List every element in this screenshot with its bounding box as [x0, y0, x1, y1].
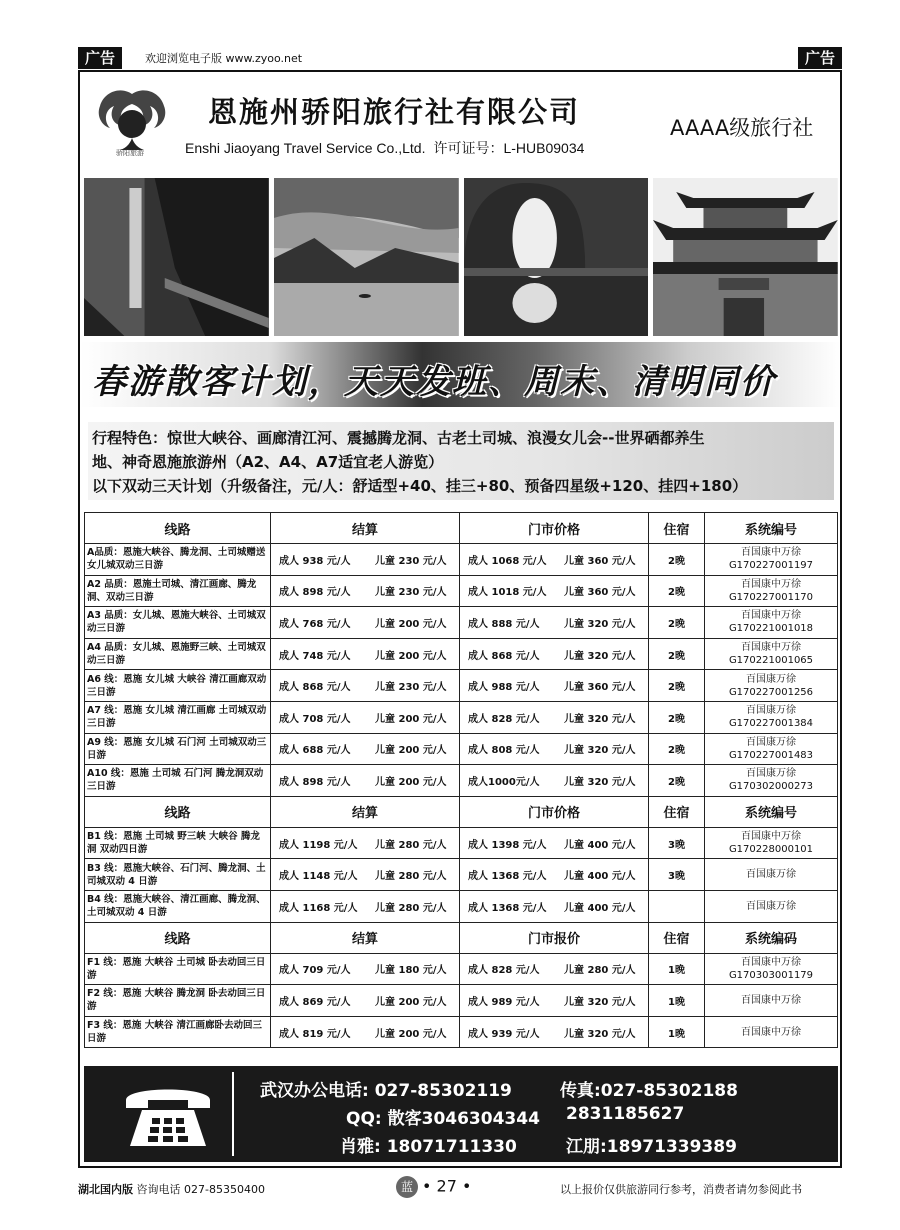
- table-header-cell: 线路: [85, 513, 271, 544]
- settle-child: 儿童 200 元/人: [375, 996, 447, 1008]
- retail-child: 儿童 400 元/人: [564, 839, 636, 851]
- settle-child: 儿童 230 元/人: [375, 587, 447, 599]
- retail-adult: 成人 988 元/人: [468, 682, 540, 694]
- retail-price: [460, 701, 649, 733]
- page-number-block: 蓝 • 27 •: [396, 1176, 471, 1198]
- retail-price: [460, 670, 649, 702]
- system-code: [705, 638, 838, 670]
- table-header-cell: 结算: [271, 796, 460, 827]
- retail-child: 儿童 360 元/人: [564, 682, 636, 694]
- system-number: G170227001256: [728, 686, 814, 698]
- retail-adult: 成人 1368 元/人: [468, 871, 547, 883]
- nights: 2晚: [649, 607, 705, 639]
- retail-adult: 成人 939 元/人: [468, 1028, 540, 1040]
- settle-child: 儿童 280 元/人: [375, 871, 447, 883]
- retail-price: [460, 827, 649, 859]
- table-row[interactable]: [85, 733, 838, 765]
- qq-number[interactable]: QQ: 散客3046304344: [346, 1109, 540, 1129]
- settle-adult: 成人 768 元/人: [279, 618, 351, 630]
- route-name: A2 品质：恩施土司城、清江画廊、腾龙洞、双动三日游: [85, 575, 271, 607]
- retail-price: [460, 859, 649, 891]
- retail-price: [460, 607, 649, 639]
- table-header-cell: 住宿: [649, 922, 705, 953]
- settlement-price: [271, 985, 460, 1017]
- system-code: [705, 953, 838, 985]
- settle-adult: 成人 748 元/人: [279, 650, 351, 662]
- settle-adult: 成人 898 元/人: [279, 587, 351, 599]
- settle-adult: 成人 708 元/人: [279, 713, 351, 725]
- system-name: 百国康万徐: [746, 869, 796, 881]
- settle-child: 儿童 280 元/人: [375, 839, 447, 851]
- retail-price: [460, 890, 649, 922]
- contact-person-1[interactable]: 肖雅: 18071711330: [340, 1137, 517, 1157]
- settle-adult: 成人 1198 元/人: [279, 839, 358, 851]
- photo-river-gorge: [274, 178, 459, 336]
- retail-price: [460, 575, 649, 607]
- photo-pavilion-tower: [653, 178, 838, 336]
- settlement-price: [271, 544, 460, 576]
- table-row[interactable]: [85, 575, 838, 607]
- route-name: B3 线：恩施大峡谷、石门河、腾龙洞、土司城双动 4 日游: [85, 859, 271, 891]
- system-name: 百国康万徐: [746, 736, 796, 748]
- blue-badge-icon: 蓝: [396, 1176, 418, 1198]
- table-header-cell: 系统编码: [705, 922, 838, 953]
- hotline[interactable]: 咨询电话 027-85350400: [136, 1183, 265, 1196]
- system-name: 百国康中万徐: [741, 610, 801, 622]
- settle-child: 儿童 200 元/人: [375, 618, 447, 630]
- table-row[interactable]: [85, 859, 838, 891]
- ad-tag-left: 广告: [78, 47, 122, 69]
- route-name: A10 线：恩施 土司城 石门河 腾龙洞双动三日游: [85, 765, 271, 797]
- office-phone[interactable]: 武汉办公电话: 027-85302119: [260, 1081, 512, 1101]
- settle-adult: 成人 819 元/人: [279, 1028, 351, 1040]
- nights: 2晚: [649, 575, 705, 607]
- nights: [649, 890, 705, 922]
- settle-child: 儿童 200 元/人: [375, 776, 447, 788]
- settlement-price: [271, 638, 460, 670]
- routes-table: [84, 512, 838, 1048]
- nights: 2晚: [649, 638, 705, 670]
- retail-adult: 成人 1068 元/人: [468, 555, 547, 567]
- logo-text: 骄阳旅游: [116, 149, 144, 157]
- table-header-cell: 门市价格: [460, 796, 649, 827]
- contact-bar: [84, 1066, 838, 1162]
- retail-adult: 成人 1368 元/人: [468, 902, 547, 914]
- table-header-cell: 线路: [85, 796, 271, 827]
- settle-child: 儿童 230 元/人: [375, 682, 447, 694]
- settle-adult: 成人 688 元/人: [279, 745, 351, 757]
- route-name: A3 品质：女儿城、恩施大峡谷、土司城双动三日游: [85, 607, 271, 639]
- retail-price: [460, 953, 649, 985]
- retail-child: 儿童 400 元/人: [564, 902, 636, 914]
- footer-left: [78, 1181, 265, 1197]
- settlement-price: [271, 733, 460, 765]
- system-number: G170302000273: [728, 781, 814, 793]
- table-header-cell: 门市价格: [460, 513, 649, 544]
- settle-adult: 成人 868 元/人: [279, 682, 351, 694]
- slogan-text: 春游散客计划，天天发班、周末、清明同价: [92, 362, 776, 402]
- nights: 3晚: [649, 827, 705, 859]
- nights: 1晚: [649, 985, 705, 1017]
- retail-adult: 成人 989 元/人: [468, 996, 540, 1008]
- system-number: G170303001179: [728, 969, 814, 981]
- retail-price: [460, 1016, 649, 1048]
- settle-adult: 成人 1168 元/人: [279, 902, 358, 914]
- route-name: F3 线：恩施 大峡谷 清江画廊卧去动回三日游: [85, 1016, 271, 1048]
- retail-price: [460, 638, 649, 670]
- settlement-price: [271, 859, 460, 891]
- retail-child: 儿童 320 元/人: [564, 618, 636, 630]
- retail-adult: 成人1000元/人: [468, 776, 540, 788]
- retail-child: 儿童 320 元/人: [564, 713, 636, 725]
- nights: 1晚: [649, 1016, 705, 1048]
- retail-child: 儿童 320 元/人: [564, 996, 636, 1008]
- nights: 2晚: [649, 544, 705, 576]
- photo-strip: [84, 178, 838, 338]
- system-code: [705, 827, 838, 859]
- system-name: 百国康万徐: [746, 673, 796, 685]
- table-row[interactable]: [85, 701, 838, 733]
- telephone-icon: [120, 1078, 216, 1150]
- table-row[interactable]: [85, 607, 838, 639]
- photo-cave-arch: [464, 178, 649, 336]
- system-number: G170227001197: [728, 560, 814, 572]
- retail-price: [460, 985, 649, 1017]
- settlement-price: [271, 1016, 460, 1048]
- system-name: 百国康中万徐: [741, 831, 801, 843]
- system-code: [705, 670, 838, 702]
- settle-child: 儿童 200 元/人: [375, 650, 447, 662]
- table-row[interactable]: [85, 953, 838, 985]
- route-name: A4 品质：女儿城、恩施野三峡、土司城双动三日游: [85, 638, 271, 670]
- retail-child: 儿童 360 元/人: [564, 587, 636, 599]
- table-row[interactable]: [85, 1016, 838, 1048]
- route-name: F2 线：恩施 大峡谷 腾龙洞 卧去动回三日游: [85, 985, 271, 1017]
- retail-child: 儿童 320 元/人: [564, 650, 636, 662]
- retail-child: 儿童 320 元/人: [564, 776, 636, 788]
- company-name: 恩施州骄阳旅行社有限公司: [208, 95, 581, 129]
- retail-child: 儿童 280 元/人: [564, 965, 636, 977]
- system-number: G170221001065: [728, 655, 814, 667]
- settlement-price: [271, 890, 460, 922]
- settle-child: 儿童 180 元/人: [375, 965, 447, 977]
- settle-adult: 成人 869 元/人: [279, 996, 351, 1008]
- nights: 2晚: [649, 701, 705, 733]
- contact-person-2[interactable]: 江朋:18971339389: [566, 1137, 737, 1157]
- grade-label: AAAA级旅行社: [670, 116, 814, 140]
- features-block: [88, 422, 834, 500]
- retail-child: 儿童 360 元/人: [564, 555, 636, 567]
- settlement-price: [271, 575, 460, 607]
- table-row[interactable]: [85, 827, 838, 859]
- retail-adult: 成人 1018 元/人: [468, 587, 547, 599]
- system-code: [705, 544, 838, 576]
- system-code: [705, 765, 838, 797]
- nights: 2晚: [649, 733, 705, 765]
- settlement-price: [271, 607, 460, 639]
- table-header-row: [85, 922, 838, 953]
- retail-adult: 成人 828 元/人: [468, 713, 540, 725]
- settlement-price: [271, 827, 460, 859]
- table-header-cell: 住宿: [649, 796, 705, 827]
- welcome-text[interactable]: 欢迎浏览电子版 www.zyoo.net: [145, 52, 303, 65]
- system-code: [705, 1016, 838, 1048]
- route-name: A7 线：恩施 女儿城 清江画廊 土司城双动三日游: [85, 701, 271, 733]
- table-header-cell: 结算: [271, 513, 460, 544]
- system-name: 百国康中万徐: [741, 994, 801, 1006]
- retail-price: [460, 765, 649, 797]
- system-name: 百国康中万徐: [741, 956, 801, 968]
- settle-child: 儿童 200 元/人: [375, 745, 447, 757]
- settle-adult: 成人 898 元/人: [279, 776, 351, 788]
- table-header-cell: 系统编号: [705, 513, 838, 544]
- system-code: [705, 575, 838, 607]
- system-name: 百国康中万徐: [741, 578, 801, 590]
- features-line-1: 行程特色：惊世大峡谷、画廊清江河、震撼腾龙洞、古老土司城、浪漫女儿会--世界硒都养生: [92, 429, 705, 447]
- system-number: G170227001483: [728, 749, 814, 761]
- settlement-price: [271, 670, 460, 702]
- settle-child: 儿童 200 元/人: [375, 713, 447, 725]
- retail-price: [460, 544, 649, 576]
- settle-adult: 成人 1148 元/人: [279, 871, 358, 883]
- system-code: [705, 985, 838, 1017]
- settle-child: 儿童 280 元/人: [375, 902, 447, 914]
- retail-adult: 成人 1398 元/人: [468, 839, 547, 851]
- system-name: 百国康中万徐: [741, 1026, 801, 1038]
- system-name: 百国康中万徐: [741, 547, 801, 559]
- ad-frame: [78, 70, 842, 1168]
- nights: 1晚: [649, 953, 705, 985]
- settlement-price: [271, 701, 460, 733]
- ad-tag-right: 广告: [798, 47, 842, 69]
- system-code: [705, 607, 838, 639]
- table-row[interactable]: [85, 638, 838, 670]
- table-header-cell: 线路: [85, 922, 271, 953]
- route-name: B4 线：恩施大峡谷、清江画廊、腾龙洞、土司城双动 4 日游: [85, 890, 271, 922]
- system-name: 百国康中万徐: [741, 642, 801, 654]
- retail-child: 儿童 320 元/人: [564, 1028, 636, 1040]
- table-header-cell: 结算: [271, 922, 460, 953]
- nights: 3晚: [649, 859, 705, 891]
- retail-adult: 成人 828 元/人: [468, 965, 540, 977]
- system-number: G170227001384: [728, 718, 814, 730]
- table-row[interactable]: [85, 985, 838, 1017]
- nights: 2晚: [649, 765, 705, 797]
- table-header-cell: 系统编号: [705, 796, 838, 827]
- company-logo-icon: [90, 86, 175, 156]
- table-row[interactable]: [85, 890, 838, 922]
- system-code: [705, 890, 838, 922]
- photo-canyon-walkway: [84, 178, 269, 336]
- table-header-cell: 住宿: [649, 513, 705, 544]
- settle-adult: 成人 938 元/人: [279, 555, 351, 567]
- system-code: [705, 859, 838, 891]
- system-code: [705, 701, 838, 733]
- table-row[interactable]: [85, 765, 838, 797]
- route-name: A9 线：恩施 女儿城 石门河 土司城双动三日游: [85, 733, 271, 765]
- fax-number[interactable]: 传真:027-85302188: [560, 1081, 738, 1101]
- retail-adult: 成人 808 元/人: [468, 745, 540, 757]
- retail-price: [460, 733, 649, 765]
- system-number: G170227001170: [728, 591, 814, 603]
- system-name: 百国康万徐: [746, 900, 796, 912]
- features-line-3: 以下双动三天计划（升级备注，元/人：舒适型+40、挂三+80、预备四星级+120、挂四+180）: [92, 477, 748, 495]
- table-header-row: [85, 513, 838, 544]
- retail-child: 儿童 400 元/人: [564, 871, 636, 883]
- disclaimer: 以上报价仅供旅游同行参考，消费者请勿参阅此书: [560, 1183, 802, 1196]
- retail-adult: 成人 888 元/人: [468, 618, 540, 630]
- nights: 2晚: [649, 670, 705, 702]
- settle-child: 儿童 200 元/人: [375, 1028, 447, 1040]
- table-row[interactable]: [85, 544, 838, 576]
- system-code: [705, 733, 838, 765]
- system-number: G170221001018: [728, 623, 814, 635]
- table-header-row: [85, 796, 838, 827]
- page-number: 27: [436, 1176, 457, 1196]
- features-line-2: 地、神奇恩施旅游州（A2、A4、A7适宜老人游览）: [92, 453, 444, 471]
- system-number: G170228000101: [728, 844, 814, 856]
- system-name: 百国康万徐: [746, 768, 796, 780]
- retail-adult: 成人 868 元/人: [468, 650, 540, 662]
- edition-label: 湖北国内版: [78, 1183, 133, 1196]
- qq-number-2[interactable]: 2831185627: [566, 1104, 685, 1124]
- route-name: A品质：恩施大峡谷、腾龙洞、土司城赠送女儿城双动三日游: [85, 544, 271, 576]
- route-name: F1 线：恩施 大峡谷 土司城 卧去动回三日游: [85, 953, 271, 985]
- contact-divider: [232, 1072, 234, 1156]
- route-name: A6 线：恩施 女儿城 大峡谷 清江画廊双动三日游: [85, 670, 271, 702]
- company-name-en: [185, 138, 584, 158]
- table-row[interactable]: [85, 670, 838, 702]
- settlement-price: [271, 953, 460, 985]
- slogan-banner: [80, 342, 840, 407]
- retail-child: 儿童 320 元/人: [564, 745, 636, 757]
- table-header-cell: 门市报价: [460, 922, 649, 953]
- settle-child: 儿童 230 元/人: [375, 555, 447, 567]
- license-number: 许可证号：L-HUB09034: [433, 140, 585, 156]
- company-english: Enshi Jiaoyang Travel Service Co.,Ltd.: [185, 140, 426, 156]
- settlement-price: [271, 765, 460, 797]
- system-name: 百国康万徐: [746, 705, 796, 717]
- route-name: B1 线：恩施 土司城 野三峡 大峡谷 腾龙洞 双动四日游: [85, 827, 271, 859]
- settle-adult: 成人 709 元/人: [279, 965, 351, 977]
